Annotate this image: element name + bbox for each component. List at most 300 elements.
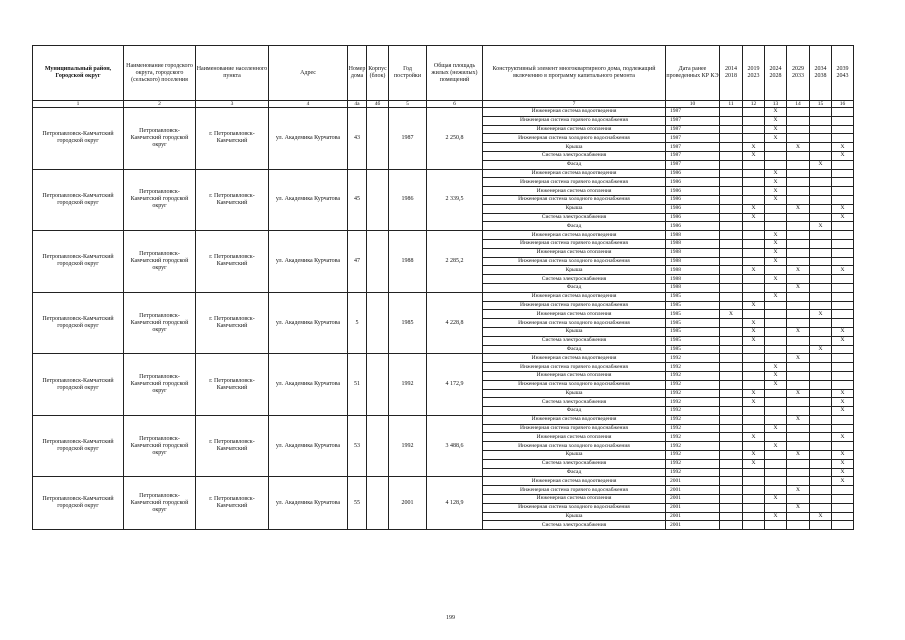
- header-settlement: Наименование городского округа, городского (сельского) поселения: [124, 46, 196, 101]
- period-mark-cell: X: [832, 151, 854, 160]
- period-mark-cell: [832, 319, 854, 328]
- period-mark-cell: [787, 301, 810, 310]
- period-mark-cell: [765, 310, 787, 319]
- period-mark-cell: [810, 283, 832, 292]
- period-mark-cell: X: [832, 433, 854, 442]
- period-mark-cell: [720, 354, 743, 363]
- prev-repair-cell: 1988: [666, 283, 720, 292]
- prev-repair-cell: 1985: [666, 336, 720, 345]
- period-mark-cell: [787, 169, 810, 178]
- period-mark-cell: [720, 486, 743, 495]
- period-mark-cell: [765, 468, 787, 477]
- header-period: 2039 2043: [832, 46, 854, 101]
- period-mark-cell: X: [743, 451, 765, 460]
- period-mark-cell: [743, 354, 765, 363]
- settlement-cell: Петропавловск-Камчатский городской округ: [124, 477, 196, 530]
- period-mark-cell: [765, 160, 787, 169]
- period-mark-cell: [832, 160, 854, 169]
- address-cell: ул. Академика Курчатова: [269, 477, 348, 530]
- period-mark-cell: [832, 345, 854, 354]
- period-mark-cell: [832, 178, 854, 187]
- period-mark-cell: [832, 442, 854, 451]
- period-mark-cell: [743, 363, 765, 372]
- prev-repair-cell: 2001: [666, 495, 720, 504]
- period-mark-cell: [832, 495, 854, 504]
- period-mark-cell: [765, 415, 787, 424]
- period-mark-cell: [832, 257, 854, 266]
- period-mark-cell: [832, 512, 854, 521]
- period-mark-cell: [810, 116, 832, 125]
- period-mark-cell: X: [832, 477, 854, 486]
- period-mark-cell: X: [787, 143, 810, 152]
- period-mark-cell: [743, 292, 765, 301]
- period-mark-cell: [743, 187, 765, 196]
- element-cell: Инженерная система горячего водоснабжения: [483, 116, 666, 125]
- municipality-cell: Петропавловск-Камчатский городской округ: [33, 108, 124, 170]
- period-mark-cell: X: [787, 415, 810, 424]
- settlement-cell: Петропавловск-Камчатский городской округ: [124, 169, 196, 231]
- period-mark-cell: [743, 134, 765, 143]
- period-mark-cell: [720, 521, 743, 530]
- period-mark-cell: X: [832, 266, 854, 275]
- period-mark-cell: [720, 512, 743, 521]
- prev-repair-cell: 1987: [666, 143, 720, 152]
- period-mark-cell: [720, 204, 743, 213]
- house-no-cell: 45: [348, 169, 367, 231]
- period-mark-cell: [787, 310, 810, 319]
- header-locality: Наименование населенного пункта: [196, 46, 269, 101]
- element-cell: Инженерная система отопления: [483, 495, 666, 504]
- period-mark-cell: [832, 248, 854, 257]
- period-mark-cell: [765, 222, 787, 231]
- period-mark-cell: X: [765, 108, 787, 117]
- locality-cell: г. Петропавловск-Камчатский: [196, 231, 269, 293]
- period-mark-cell: X: [743, 143, 765, 152]
- address-cell: ул. Академика Курчатова: [269, 292, 348, 354]
- period-mark-cell: [743, 495, 765, 504]
- period-mark-cell: [743, 231, 765, 240]
- period-mark-cell: [720, 301, 743, 310]
- period-mark-cell: [720, 424, 743, 433]
- period-mark-cell: [832, 415, 854, 424]
- period-mark-cell: [765, 354, 787, 363]
- period-mark-cell: [765, 398, 787, 407]
- prev-repair-cell: 1985: [666, 301, 720, 310]
- period-mark-cell: X: [765, 363, 787, 372]
- area-cell: 4 228,8: [427, 292, 483, 354]
- settlement-cell: Петропавловск-Камчатский городской округ: [124, 415, 196, 477]
- period-mark-cell: X: [832, 327, 854, 336]
- building-cell: [367, 231, 389, 293]
- period-mark-cell: [787, 363, 810, 372]
- table-row: [33, 477, 854, 486]
- period-mark-cell: [810, 151, 832, 160]
- period-mark-cell: X: [765, 371, 787, 380]
- col-number: 14: [787, 101, 810, 108]
- period-mark-cell: [720, 477, 743, 486]
- period-mark-cell: [787, 336, 810, 345]
- house-no-cell: 43: [348, 108, 367, 170]
- period-mark-cell: [743, 195, 765, 204]
- prev-repair-cell: 1992: [666, 380, 720, 389]
- period-mark-cell: [810, 143, 832, 152]
- element-cell: Инженерная система отопления: [483, 371, 666, 380]
- period-mark-cell: [765, 407, 787, 416]
- period-mark-cell: [832, 283, 854, 292]
- period-mark-cell: [720, 160, 743, 169]
- element-cell: Инженерная система отопления: [483, 125, 666, 134]
- period-mark-cell: [720, 169, 743, 178]
- element-cell: Инженерная система отопления: [483, 310, 666, 319]
- period-mark-cell: X: [743, 389, 765, 398]
- period-mark-cell: [810, 521, 832, 530]
- prev-repair-cell: 1987: [666, 116, 720, 125]
- period-mark-cell: [765, 301, 787, 310]
- address-cell: ул. Академика Курчатова: [269, 231, 348, 293]
- period-mark-cell: [787, 231, 810, 240]
- header-period: 2019 2023: [743, 46, 765, 101]
- house-no-cell: 53: [348, 415, 367, 477]
- table-row: [33, 354, 854, 363]
- prev-repair-cell: 2001: [666, 521, 720, 530]
- period-mark-cell: [765, 503, 787, 512]
- element-cell: Инженерная система горячего водоснабжения: [483, 178, 666, 187]
- period-mark-cell: [720, 336, 743, 345]
- period-mark-cell: [832, 187, 854, 196]
- period-mark-cell: [787, 178, 810, 187]
- period-mark-cell: [743, 477, 765, 486]
- period-mark-cell: [787, 477, 810, 486]
- period-mark-cell: [810, 292, 832, 301]
- element-cell: Фасад: [483, 407, 666, 416]
- period-mark-cell: [743, 116, 765, 125]
- period-mark-cell: [810, 319, 832, 328]
- period-mark-cell: X: [765, 442, 787, 451]
- period-mark-cell: [810, 459, 832, 468]
- period-mark-cell: X: [765, 512, 787, 521]
- prev-repair-cell: 1992: [666, 354, 720, 363]
- period-mark-cell: [832, 231, 854, 240]
- period-mark-cell: [720, 389, 743, 398]
- period-mark-cell: [810, 327, 832, 336]
- period-mark-cell: [720, 195, 743, 204]
- period-mark-cell: [720, 442, 743, 451]
- period-mark-cell: [743, 503, 765, 512]
- period-mark-cell: X: [832, 407, 854, 416]
- period-mark-cell: [810, 477, 832, 486]
- period-mark-cell: X: [787, 354, 810, 363]
- period-mark-cell: [787, 195, 810, 204]
- element-cell: Фасад: [483, 468, 666, 477]
- table-row: [33, 415, 854, 424]
- period-mark-cell: X: [787, 327, 810, 336]
- element-cell: Крыша: [483, 512, 666, 521]
- period-mark-cell: [743, 371, 765, 380]
- period-mark-cell: [720, 125, 743, 134]
- house-no-cell: 51: [348, 354, 367, 416]
- period-mark-cell: [787, 512, 810, 521]
- period-mark-cell: X: [743, 433, 765, 442]
- house-no-cell: 5: [348, 292, 367, 354]
- period-mark-cell: [720, 151, 743, 160]
- period-mark-cell: [765, 345, 787, 354]
- period-mark-cell: [720, 459, 743, 468]
- period-mark-cell: [787, 248, 810, 257]
- period-mark-cell: [720, 283, 743, 292]
- building-cell: [367, 477, 389, 530]
- period-mark-cell: [810, 125, 832, 134]
- period-mark-cell: [765, 151, 787, 160]
- period-mark-cell: [810, 424, 832, 433]
- prev-repair-cell: 1992: [666, 433, 720, 442]
- period-mark-cell: X: [765, 134, 787, 143]
- period-mark-cell: [743, 415, 765, 424]
- period-mark-cell: X: [743, 301, 765, 310]
- period-mark-cell: X: [765, 178, 787, 187]
- house-no-cell: 47: [348, 231, 367, 293]
- period-mark-cell: [720, 178, 743, 187]
- period-mark-cell: [832, 108, 854, 117]
- col-number: 2: [124, 101, 196, 108]
- period-mark-cell: [743, 257, 765, 266]
- address-cell: ул. Академика Курчатова: [269, 169, 348, 231]
- prev-repair-cell: 1988: [666, 248, 720, 257]
- period-mark-cell: [832, 169, 854, 178]
- header-address: Адрес: [269, 46, 348, 101]
- period-mark-cell: [765, 283, 787, 292]
- col-number: 10: [666, 101, 720, 108]
- element-cell: Инженерная система горячего водоснабжения: [483, 363, 666, 372]
- prev-repair-cell: 1992: [666, 389, 720, 398]
- locality-cell: г. Петропавловск-Камчатский: [196, 354, 269, 416]
- prev-repair-cell: 1987: [666, 134, 720, 143]
- page-number: 199: [446, 615, 455, 621]
- period-mark-cell: [810, 371, 832, 380]
- col-number: 12: [743, 101, 765, 108]
- period-mark-cell: [720, 495, 743, 504]
- period-mark-cell: [720, 398, 743, 407]
- prev-repair-cell: 2001: [666, 486, 720, 495]
- period-mark-cell: [787, 371, 810, 380]
- prev-repair-cell: 1988: [666, 266, 720, 275]
- building-cell: [367, 108, 389, 170]
- header-period: 2024 2028: [765, 46, 787, 101]
- period-mark-cell: X: [765, 424, 787, 433]
- period-mark-cell: [720, 451, 743, 460]
- period-mark-cell: [787, 116, 810, 125]
- element-cell: Крыша: [483, 266, 666, 275]
- period-mark-cell: [810, 231, 832, 240]
- period-mark-cell: [787, 151, 810, 160]
- period-mark-cell: [720, 143, 743, 152]
- period-mark-cell: [787, 222, 810, 231]
- period-mark-cell: [832, 239, 854, 248]
- locality-cell: г. Петропавловск-Камчатский: [196, 292, 269, 354]
- element-cell: Система электроснабжения: [483, 213, 666, 222]
- year-built-cell: 1988: [389, 231, 427, 293]
- prev-repair-cell: 1988: [666, 257, 720, 266]
- element-cell: Крыша: [483, 327, 666, 336]
- prev-repair-cell: 1986: [666, 169, 720, 178]
- period-mark-cell: X: [787, 283, 810, 292]
- prev-repair-cell: 1985: [666, 319, 720, 328]
- period-mark-cell: X: [832, 459, 854, 468]
- element-cell: Система электроснабжения: [483, 336, 666, 345]
- period-mark-cell: [720, 187, 743, 196]
- municipality-cell: Петропавловск-Камчатский городской округ: [33, 169, 124, 231]
- period-mark-cell: [743, 108, 765, 117]
- period-mark-cell: X: [743, 319, 765, 328]
- period-mark-cell: [743, 424, 765, 433]
- period-mark-cell: [743, 310, 765, 319]
- period-mark-cell: [743, 345, 765, 354]
- period-mark-cell: X: [765, 239, 787, 248]
- year-built-cell: 1986: [389, 169, 427, 231]
- prev-repair-cell: 1986: [666, 195, 720, 204]
- settlement-cell: Петропавловск-Камчатский городской округ: [124, 292, 196, 354]
- col-number: 1: [33, 101, 124, 108]
- period-mark-cell: X: [765, 231, 787, 240]
- prev-repair-cell: 1992: [666, 407, 720, 416]
- period-mark-cell: [810, 108, 832, 117]
- period-mark-cell: [720, 433, 743, 442]
- prev-repair-cell: 1992: [666, 371, 720, 380]
- period-mark-cell: X: [765, 257, 787, 266]
- period-mark-cell: [787, 257, 810, 266]
- col-number: 13: [765, 101, 787, 108]
- col-number: 6: [427, 101, 483, 108]
- period-mark-cell: [810, 301, 832, 310]
- header-area: Общая площадь жилых (нежилых) помещений: [427, 46, 483, 101]
- year-built-cell: 1992: [389, 415, 427, 477]
- prev-repair-cell: 1985: [666, 292, 720, 301]
- period-mark-cell: [832, 486, 854, 495]
- prev-repair-cell: 1987: [666, 108, 720, 117]
- element-cell: Инженерная система холодного водоснабжения: [483, 503, 666, 512]
- municipality-cell: Петропавловск-Камчатский городской округ: [33, 292, 124, 354]
- period-mark-cell: [765, 433, 787, 442]
- col-number: 15: [810, 101, 832, 108]
- period-mark-cell: X: [765, 195, 787, 204]
- period-mark-cell: X: [787, 204, 810, 213]
- header-period: 2034 2038: [810, 46, 832, 101]
- period-mark-cell: X: [743, 266, 765, 275]
- element-cell: Инженерная система холодного водоснабжения: [483, 195, 666, 204]
- prev-repair-cell: 1986: [666, 187, 720, 196]
- address-cell: ул. Академика Курчатова: [269, 415, 348, 477]
- prev-repair-cell: 1988: [666, 231, 720, 240]
- address-cell: ул. Академика Курчатова: [269, 354, 348, 416]
- period-mark-cell: [720, 363, 743, 372]
- period-mark-cell: [832, 116, 854, 125]
- element-cell: Инженерная система водоотведения: [483, 231, 666, 240]
- area-cell: 2 339,5: [427, 169, 483, 231]
- year-built-cell: 2001: [389, 477, 427, 530]
- table-row: [33, 108, 854, 117]
- prev-repair-cell: 1987: [666, 160, 720, 169]
- period-mark-cell: [832, 195, 854, 204]
- period-mark-cell: X: [743, 213, 765, 222]
- settlement-cell: Петропавловск-Камчатский городской округ: [124, 108, 196, 170]
- period-mark-cell: [810, 204, 832, 213]
- period-mark-cell: [720, 407, 743, 416]
- element-cell: Инженерная система водоотведения: [483, 354, 666, 363]
- locality-cell: г. Петропавловск-Камчатский: [196, 415, 269, 477]
- period-mark-cell: [765, 451, 787, 460]
- period-mark-cell: [832, 275, 854, 284]
- col-number: 3: [196, 101, 269, 108]
- period-mark-cell: [787, 187, 810, 196]
- period-mark-cell: X: [765, 248, 787, 257]
- prev-repair-cell: 1992: [666, 451, 720, 460]
- element-cell: Инженерная система горячего водоснабжения: [483, 486, 666, 495]
- period-mark-cell: [787, 468, 810, 477]
- element-cell: Инженерная система холодного водоснабжения: [483, 380, 666, 389]
- header-building: Корпус (блок): [367, 46, 389, 101]
- period-mark-cell: [832, 371, 854, 380]
- table-body: [33, 108, 854, 530]
- period-mark-cell: [832, 301, 854, 310]
- year-built-cell: 1987: [389, 108, 427, 170]
- period-mark-cell: [765, 477, 787, 486]
- period-mark-cell: X: [810, 160, 832, 169]
- period-mark-cell: X: [787, 486, 810, 495]
- period-mark-cell: [720, 248, 743, 257]
- period-mark-cell: [810, 195, 832, 204]
- period-mark-cell: [810, 178, 832, 187]
- prev-repair-cell: 1985: [666, 327, 720, 336]
- period-mark-cell: [743, 468, 765, 477]
- element-cell: Инженерная система горячего водоснабжения: [483, 239, 666, 248]
- period-mark-cell: [810, 169, 832, 178]
- period-mark-cell: [832, 363, 854, 372]
- col-number: 11: [720, 101, 743, 108]
- period-mark-cell: [787, 380, 810, 389]
- period-mark-cell: [787, 108, 810, 117]
- prev-repair-cell: 1986: [666, 222, 720, 231]
- period-mark-cell: [810, 187, 832, 196]
- period-mark-cell: [720, 213, 743, 222]
- period-mark-cell: [810, 239, 832, 248]
- period-mark-cell: [832, 292, 854, 301]
- period-mark-cell: [787, 459, 810, 468]
- period-mark-cell: [832, 222, 854, 231]
- element-cell: Инженерная система водоотведения: [483, 108, 666, 117]
- period-mark-cell: [720, 345, 743, 354]
- col-number: 4: [269, 101, 348, 108]
- element-cell: Инженерная система горячего водоснабжения: [483, 424, 666, 433]
- period-mark-cell: [810, 468, 832, 477]
- period-mark-cell: [743, 407, 765, 416]
- area-cell: 4 172,9: [427, 354, 483, 416]
- element-cell: Инженерная система водоотведения: [483, 477, 666, 486]
- period-mark-cell: [720, 371, 743, 380]
- locality-cell: г. Петропавловск-Камчатский: [196, 108, 269, 170]
- period-mark-cell: X: [810, 222, 832, 231]
- period-mark-cell: X: [832, 398, 854, 407]
- period-mark-cell: [765, 143, 787, 152]
- period-mark-cell: [787, 319, 810, 328]
- table-row: [33, 292, 854, 301]
- period-mark-cell: [810, 407, 832, 416]
- period-mark-cell: X: [720, 310, 743, 319]
- prev-repair-cell: 2001: [666, 477, 720, 486]
- element-cell: Фасад: [483, 283, 666, 292]
- prev-repair-cell: 1992: [666, 468, 720, 477]
- prev-repair-cell: 1987: [666, 125, 720, 134]
- period-mark-cell: [832, 503, 854, 512]
- table-row: [33, 169, 854, 178]
